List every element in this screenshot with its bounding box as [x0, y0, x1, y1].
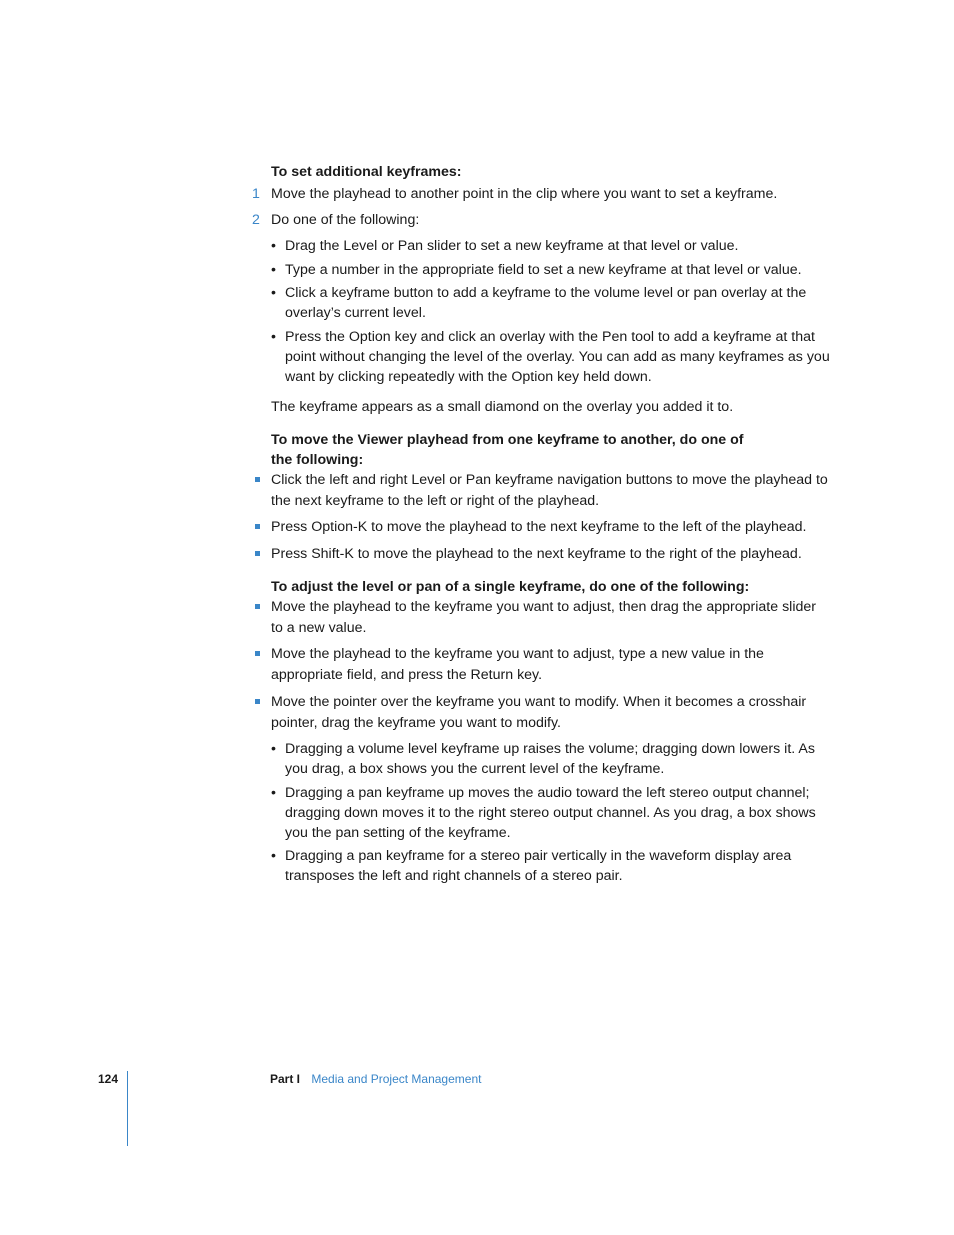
step-item — [252, 184, 831, 204]
item-text: Move the pointer over the keyframe you want to modify. When it becomes a crosshair pointer, drag the keyframe you want to modify. — [271, 693, 807, 731]
step-text: Do one of the following: — [271, 212, 420, 228]
square-bullet-item — [271, 644, 831, 686]
item-text: Press Shift-K to move the playhead to the next keyframe to the right of the playhead. — [271, 545, 802, 562]
item-text: Press Option-K to move the playhead to the next keyframe to the left of the playhead. — [271, 519, 807, 535]
heading-line: the following: — [271, 451, 364, 468]
bullet-text: Dragging a volume level keyframe up raises the volume; dragging down lowers it. As you drag, a box shows you the current level of the keyframe. — [285, 741, 815, 777]
bullet-item — [271, 846, 831, 886]
square-bullet-item — [271, 470, 831, 512]
square-bullet-icon — [255, 604, 260, 609]
section-title-link[interactable]: Media and Project Management — [311, 1072, 482, 1086]
bullet-item — [271, 236, 831, 256]
item-text: Move the playhead to the keyframe you want to adjust, type a new value in the appropriate field, and press the Return key. — [271, 646, 764, 683]
bullet-item — [271, 260, 831, 280]
square-bullet-icon — [255, 524, 260, 529]
square-bullet-icon — [255, 699, 260, 704]
note-paragraph: The keyframe appears as a small diamond on the overlay you added it to. — [271, 398, 734, 415]
bullet-item — [271, 283, 831, 323]
step-number: 1 — [252, 186, 260, 202]
bullet-dot-icon: • — [271, 285, 276, 301]
square-bullet-icon — [255, 477, 260, 482]
square-bullet-item — [271, 517, 831, 538]
heading-line: To move the Viewer playhead from one keyframe to another, do one of — [271, 431, 744, 448]
section-heading-move-playhead — [271, 430, 831, 470]
square-bullet-item — [271, 544, 831, 565]
bullet-text: Press the Option key and click an overlay with the Pen tool to add a keyframe at that point without changing the level of the overlay. You can add as many keyframes as you want by clicking repeatedly with the Option key held down. — [285, 328, 830, 385]
bullet-item — [271, 327, 831, 387]
part-label: Part I — [270, 1072, 301, 1086]
item-text: Move the playhead to the keyframe you want to adjust, then drag the appropriate slider to a new value. — [271, 598, 816, 636]
square-bullet-list — [271, 597, 831, 734]
square-bullet-icon — [255, 651, 260, 656]
square-bullet-icon — [255, 551, 260, 556]
bullet-dot-icon: • — [271, 848, 276, 864]
bullet-text: Dragging a pan keyframe up moves the audio toward the left stereo output channel; dragging down moves it to the right stereo output channel. As you drag, a box shows you the pan setting of the keyframe. — [285, 784, 816, 841]
bullet-list — [271, 739, 831, 886]
square-bullet-list — [271, 470, 831, 565]
bullet-item — [271, 783, 831, 843]
bullet-dot-icon: • — [271, 261, 276, 278]
bullet-text: Dragging a pan keyframe for a stereo pair vertically in the waveform display area transposes the left and right channels of a stereo pair. — [285, 848, 792, 884]
page-content — [252, 162, 831, 890]
bullet-dot-icon: • — [271, 328, 276, 345]
bullet-item — [271, 739, 831, 779]
footer-divider — [127, 1071, 128, 1146]
section-heading-set-keyframes: To set additional keyframes: — [271, 164, 462, 180]
numbered-steps — [252, 184, 831, 230]
bullet-text: Type a number in the appropriate field to set a new keyframe at that level or value. — [285, 261, 802, 278]
bullet-dot-icon: • — [271, 784, 276, 801]
item-text: Click the left and right Level or Pan keyframe navigation buttons to move the playhead to the next keyframe to the left or right of the playhead. — [271, 471, 828, 509]
bullet-dot-icon: • — [271, 741, 276, 757]
bullet-dot-icon: • — [271, 238, 276, 254]
bullet-text: Click a keyframe button to add a keyframe to the volume level or pan overlay at the overlay’s current level. — [285, 285, 807, 321]
step-item — [252, 210, 831, 230]
step-text: Move the playhead to another point in the clip where you want to set a keyframe. — [271, 186, 778, 202]
square-bullet-item — [271, 692, 831, 734]
square-bullet-item — [271, 597, 831, 639]
step-number: 2 — [252, 212, 260, 228]
footer-breadcrumb — [270, 1072, 481, 1086]
bullet-text: Drag the Level or Pan slider to set a new keyframe at that level or value. — [285, 238, 739, 254]
section-heading-adjust-level: To adjust the level or pan of a single keyframe, do one of the following: — [271, 578, 750, 595]
page-number: 124 — [98, 1072, 119, 1086]
bullet-list — [271, 236, 831, 387]
